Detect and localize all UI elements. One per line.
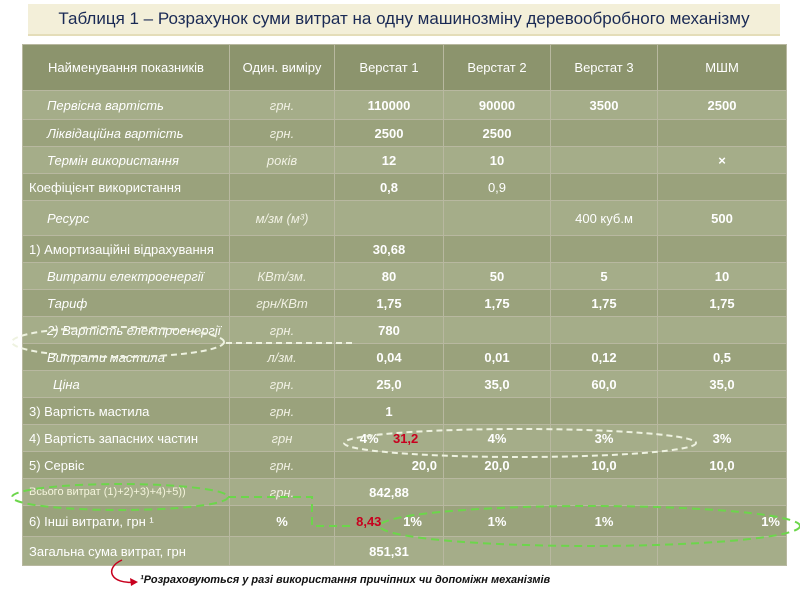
cell-m1: 0,8 <box>335 174 443 200</box>
row-label: Витрати мастила <box>23 344 229 370</box>
table-row <box>23 290 786 316</box>
row-label: 6) Інші витрати, грн ¹ <box>23 506 229 536</box>
row-unit: л/зм. <box>230 344 334 370</box>
cell-m4 <box>658 120 786 146</box>
cell-m1: 2500 <box>335 120 443 146</box>
cell-m1: 20,0 <box>335 452 443 478</box>
row-unit <box>230 236 334 262</box>
table-row <box>23 425 786 451</box>
header-row <box>23 45 786 90</box>
cell-m1: 780 <box>335 317 443 343</box>
row-label: Загальна сума витрат, грн <box>23 537 229 565</box>
arrow-head-icon <box>130 578 138 586</box>
cell-m2: 35,0 <box>444 371 550 397</box>
row-unit: грн. <box>230 371 334 397</box>
header-machine-1: Верстат 1 <box>335 45 443 90</box>
row-label: Ресурс <box>23 201 229 235</box>
cell-m4 <box>658 537 786 565</box>
cell-m2 <box>444 479 550 505</box>
cell-m3 <box>551 174 657 200</box>
header-machine-3: Верстат 3 <box>551 45 657 90</box>
table-row <box>23 537 786 565</box>
table-row <box>23 479 786 505</box>
cell-m4: 0,5 <box>658 344 786 370</box>
cell-m2 <box>444 236 550 262</box>
cell-m3: 1% <box>551 506 657 536</box>
row-unit: м/зм (м³) <box>230 201 334 235</box>
cell-m3 <box>551 147 657 173</box>
row-unit: грн. <box>230 120 334 146</box>
row-label: Ціна <box>23 371 229 397</box>
cell-m1 <box>335 201 443 235</box>
cell-m1: 25,0 <box>335 371 443 397</box>
header-machine-2: Верстат 2 <box>444 45 550 90</box>
cell-m2: 1% <box>444 506 550 536</box>
row-label: Ліквідаційна вартість <box>23 120 229 146</box>
cell-m4 <box>658 479 786 505</box>
cell-m3: 3% <box>551 425 657 451</box>
table-row <box>23 344 786 370</box>
row-unit: грн. <box>230 91 334 119</box>
footnote: ¹Розраховуються у разі використання причіпних чи допоміжн механізмів <box>140 574 551 586</box>
cell-m1: 1 <box>335 398 443 424</box>
row-unit: грн. <box>230 398 334 424</box>
table-row <box>23 398 786 424</box>
cell-m2: 20,0 <box>444 452 550 478</box>
cell-m3 <box>551 236 657 262</box>
cell-m1: 851,31 <box>335 537 443 565</box>
table-row <box>23 506 786 536</box>
cell-m4 <box>658 174 786 200</box>
cell-m3 <box>551 398 657 424</box>
row-unit: КВт/зм. <box>230 263 334 289</box>
row-label: 4) Вартість запасних частин <box>23 425 229 451</box>
cell-m2 <box>444 201 550 235</box>
row-label: Всього витрат (1)+2)+3)+4)+5)) <box>23 479 229 505</box>
table-row <box>23 263 786 289</box>
header-machine-4: МШМ <box>658 45 786 90</box>
table-row <box>23 236 786 262</box>
cell-m1: 1,75 <box>335 290 443 316</box>
cell-m4: 1% <box>658 506 786 536</box>
row-label: Коефіцієнт використання <box>23 174 229 200</box>
row-unit <box>230 174 334 200</box>
row-label: 3) Вартість мастила <box>23 398 229 424</box>
cost-table <box>22 44 787 566</box>
table-row <box>23 120 786 146</box>
cell-m3: 60,0 <box>551 371 657 397</box>
cell-m4: 35,0 <box>658 371 786 397</box>
table-row <box>23 91 786 119</box>
cell-m3: 1,75 <box>551 290 657 316</box>
cell-m1: 0,04 <box>335 344 443 370</box>
row-label: 5) Сервіс <box>23 452 229 478</box>
table-title: Таблиця 1 – Розрахунок суми витрат на одну машинозміну деревообробного механізму <box>28 4 780 36</box>
cell-m1 <box>335 425 443 451</box>
row-label: 2) Вартість електроенергії <box>23 317 229 343</box>
table-row <box>23 371 786 397</box>
cell-m2: 2500 <box>444 120 550 146</box>
header-unit: Один. виміру <box>230 45 334 90</box>
cell-m1: 12 <box>335 147 443 173</box>
row-label: 1) Амортизаційні відрахування <box>23 236 229 262</box>
cell-m1-percent: 1% <box>403 513 422 529</box>
cell-m2 <box>444 317 550 343</box>
cell-m3 <box>551 479 657 505</box>
table-row <box>23 147 786 173</box>
row-unit: грн <box>230 425 334 451</box>
cell-m2: 0,9 <box>444 174 550 200</box>
cell-m1-amount: 31,2 <box>392 430 419 446</box>
row-unit: грн. <box>230 317 334 343</box>
cell-m4 <box>658 236 786 262</box>
cell-m4-times-icon: × <box>658 147 786 173</box>
cell-m4 <box>658 398 786 424</box>
cell-m3: 400 куб.м <box>551 201 657 235</box>
table-row <box>23 317 786 343</box>
cell-m1 <box>335 506 443 536</box>
cell-m4: 2500 <box>658 91 786 119</box>
cell-m4: 500 <box>658 201 786 235</box>
cell-m4: 3% <box>658 425 786 451</box>
cell-m3: 10,0 <box>551 452 657 478</box>
cell-m3 <box>551 120 657 146</box>
cell-m3: 3500 <box>551 91 657 119</box>
row-unit: грн/КВт <box>230 290 334 316</box>
header-name: Найменування показників <box>23 45 229 90</box>
cell-m2: 0,01 <box>444 344 550 370</box>
cell-m1: 110000 <box>335 91 443 119</box>
cell-m3 <box>551 537 657 565</box>
cell-m4: 1,75 <box>658 290 786 316</box>
table-row <box>23 174 786 200</box>
row-label: Термін використання <box>23 147 229 173</box>
row-unit: грн. <box>230 479 334 505</box>
table-row <box>23 452 786 478</box>
row-unit: років <box>230 147 334 173</box>
row-unit <box>230 537 334 565</box>
cell-m3 <box>551 317 657 343</box>
cell-m2: 1,75 <box>444 290 550 316</box>
cell-m4: 10 <box>658 263 786 289</box>
cell-m4: 10,0 <box>658 452 786 478</box>
cell-m2 <box>444 537 550 565</box>
cell-m1: 842,88 <box>335 479 443 505</box>
row-label: Первісна вартість <box>23 91 229 119</box>
cell-m1: 80 <box>335 263 443 289</box>
row-label: Тариф <box>23 290 229 316</box>
cell-m3: 5 <box>551 263 657 289</box>
cell-m2: 50 <box>444 263 550 289</box>
cell-m2: 4% <box>444 425 550 451</box>
row-unit: % <box>230 506 334 536</box>
cell-m1-percent: 4% <box>359 430 379 446</box>
cell-m2: 10 <box>444 147 550 173</box>
cell-m1-amount: 8,43 <box>356 513 382 529</box>
cell-m2: 90000 <box>444 91 550 119</box>
cell-m2 <box>444 398 550 424</box>
cell-m1: 30,68 <box>335 236 443 262</box>
cell-m3: 0,12 <box>551 344 657 370</box>
table-row <box>23 201 786 235</box>
row-label: Витрати електроенергії <box>23 263 229 289</box>
cell-m4 <box>658 317 786 343</box>
row-unit: грн. <box>230 452 334 478</box>
